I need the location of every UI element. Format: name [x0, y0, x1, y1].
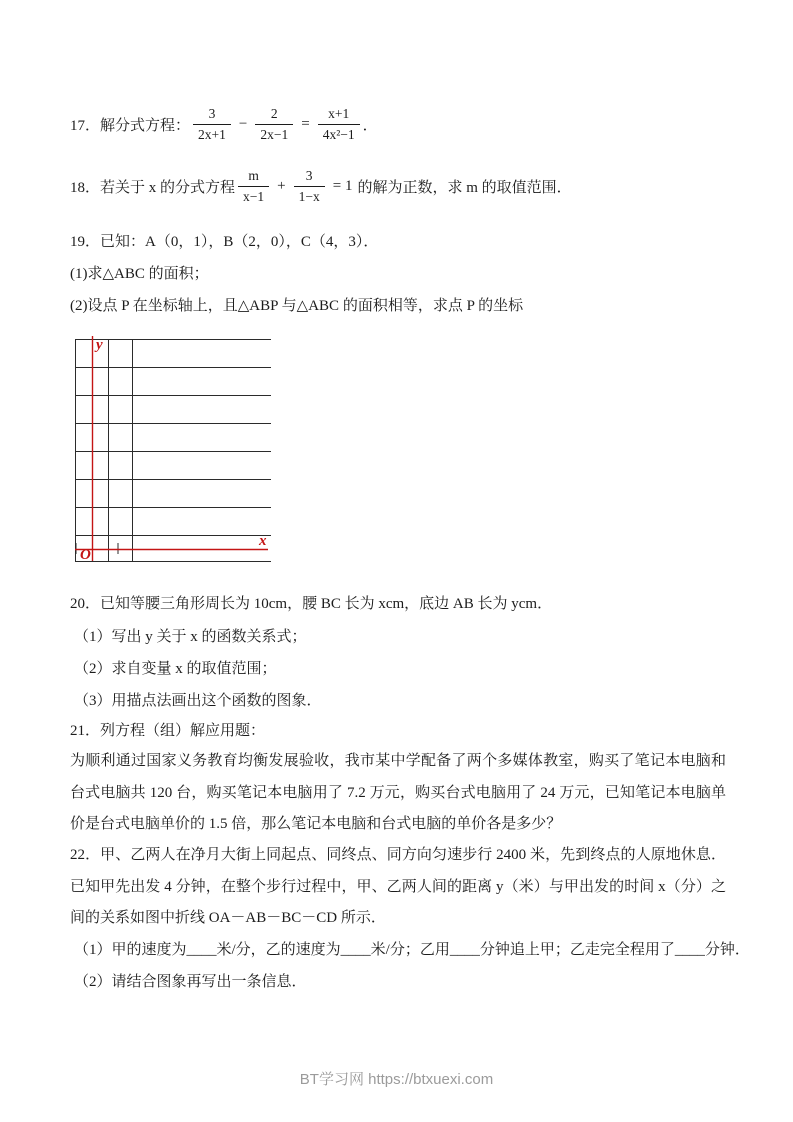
problem-18-prefix: 18．若关于 x 的分式方程 [70, 180, 236, 197]
fraction-18-2 [294, 168, 325, 205]
fraction-denominator: x−1 [243, 189, 265, 205]
problem-19-part2: (2)设点 P 在坐标轴上，且△ABP 与△ABC 的面积相等，求点 P 的坐标 [70, 298, 524, 314]
problem-20-part2: （2）求自变量 x 的取值范围； [74, 661, 277, 677]
problem-18 [70, 168, 572, 205]
footer-watermark: BT学习网 https://btxuexi.com [299, 1071, 494, 1088]
coordinate-grid-figure [74, 336, 274, 566]
fraction-numerator: x+1 [318, 106, 360, 125]
equals-operator: = [301, 116, 310, 133]
problem-17-prefix: 17．解分式方程： [70, 118, 191, 135]
fraction-17-3 [318, 106, 360, 143]
problem-22-part1: （1）甲的速度为____米/分，乙的速度为____米/分；乙用____分钟追上甲；乙走完全程用了____分钟． [74, 942, 750, 958]
problem-21-title: 21．列方程（组）解应用题： [70, 723, 266, 739]
problem-20-part1: （1）写出 y 关于 x 的函数关系式； [74, 629, 307, 645]
problem-20-part3: （3）用描点法画出这个函数的图象． [74, 693, 322, 709]
problem-17-period: ． [362, 118, 378, 135]
fraction-denominator: 1−x [298, 189, 320, 205]
fraction-18-1 [238, 168, 269, 205]
problem-22-part2: （2）请结合图象再写出一条信息． [74, 974, 307, 990]
fraction-numerator: m [238, 168, 269, 187]
origin-label: O [80, 547, 91, 563]
problem-19-part1: (1)求△ABC 的面积； [70, 266, 209, 282]
equals-operator: = 1 [332, 178, 353, 195]
fraction-numerator: 2 [255, 106, 293, 125]
problem-17 [70, 106, 378, 143]
problem-20-given: 20．已知等腰三角形周长为 10cm，腰 BC 长为 xcm，底边 AB 长为 ycm． [70, 596, 553, 612]
axes [75, 336, 268, 561]
fraction-denominator: 4x²−1 [322, 127, 355, 143]
problem-19-given: 19．已知：A（0，1），B（2，0），C（4，3）． [70, 234, 379, 250]
plus-operator: + [277, 178, 286, 195]
fraction-denominator: 2x+1 [198, 127, 226, 143]
fraction-numerator: 3 [193, 106, 231, 125]
x-axis-label: x [259, 533, 267, 549]
minus-operator: − [238, 116, 248, 133]
grid-lines [75, 340, 271, 562]
y-axis-label: y [96, 337, 103, 353]
fraction-17-2 [255, 106, 293, 143]
fraction-denominator: 2x−1 [260, 127, 289, 143]
problem-21-body: 为顺利通过国家义务教育均衡发展验收，我市某中学配备了两个多媒体教室，购买了笔记本电脑和台式电脑共 120 台，购买笔记本电脑用了 7.2 万元，购买台式电脑用了 24 万元，已知笔记本电脑单价是台式电脑单价的 1.5 倍，那么笔记本电脑和台式电脑的单价各是多少？ [70, 753, 726, 832]
fraction-17-1 [193, 106, 231, 143]
problem-22-body: 22．甲、乙两人在净月大街上同起点、同终点、同方向匀速步行 2400 米，先到终点的人原地休息．已知甲先出发 4 分钟，在整个步行过程中，甲、乙两人间的距离 y（米）与甲出发的时间 x（分）之间的关系如图中折线 OA－AB－BC－CD 所示． [70, 847, 726, 926]
fraction-numerator: 3 [294, 168, 325, 187]
problem-18-suffix: 的解为正数，求 m 的取值范围． [357, 180, 572, 197]
